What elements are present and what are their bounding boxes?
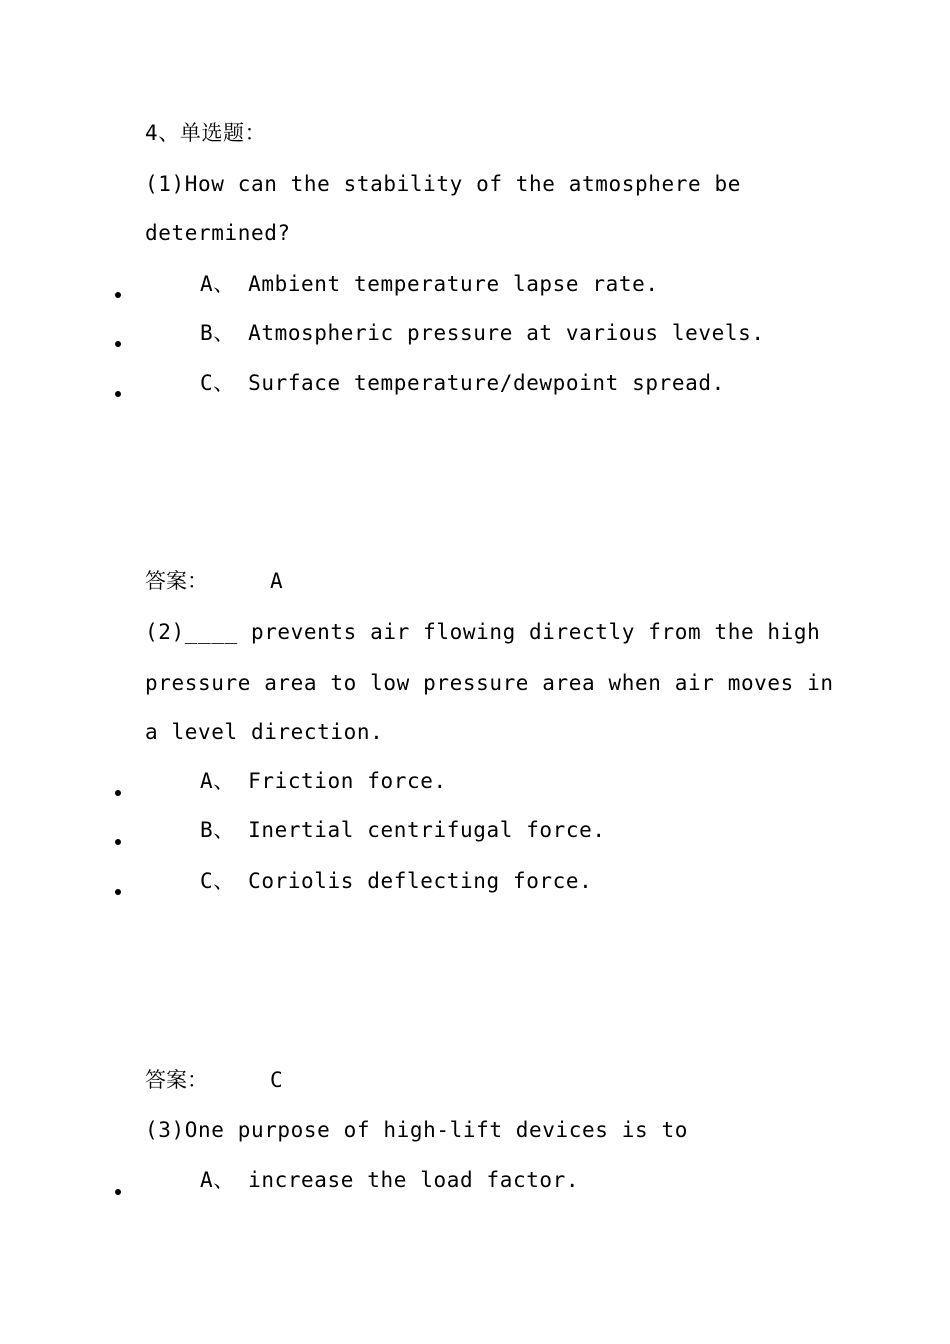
bullet-icon: [115, 790, 121, 796]
question-2-option-a: A、 Friction force.: [200, 769, 447, 793]
question-2-stem-line-2: pressure area to low pressure area when air moves in: [145, 671, 834, 695]
question-3-stem-line-1: (3)One purpose of high-lift devices is to: [145, 1118, 688, 1142]
question-1-stem-line-2: determined?: [145, 221, 291, 245]
section-heading: 4、单选题：: [145, 121, 267, 145]
question-1-stem-line-1: (1)How can the stability of the atmosphere be: [145, 172, 741, 196]
bullet-icon: [115, 889, 121, 895]
question-1-answer: A: [270, 569, 283, 593]
bullet-icon: [115, 1189, 121, 1195]
bullet-icon: [115, 391, 121, 397]
question-2-answer: C: [270, 1068, 283, 1092]
bullet-icon: [115, 341, 121, 347]
question-1-option-c: C、 Surface temperature/dewpoint spread.: [200, 371, 725, 395]
bullet-icon: [115, 292, 121, 298]
question-1-option-a: A、 Ambient temperature lapse rate.: [200, 272, 659, 296]
question-2-option-b: B、 Inertial centrifugal force.: [200, 818, 606, 842]
question-2-stem-line-1: (2)____ prevents air flowing directly from the high: [145, 620, 821, 644]
question-1-answer-label: 答案：: [145, 569, 240, 593]
question-1-option-b: B、 Atmospheric pressure at various levels.: [200, 321, 765, 345]
question-2-answer-label: 答案：: [145, 1068, 240, 1092]
question-2-stem-line-3: a level direction.: [145, 720, 384, 744]
bullet-icon: [115, 839, 121, 845]
question-2-option-c: C、 Coriolis deflecting force.: [200, 869, 593, 893]
question-3-option-a: A、 increase the load factor.: [200, 1168, 580, 1192]
